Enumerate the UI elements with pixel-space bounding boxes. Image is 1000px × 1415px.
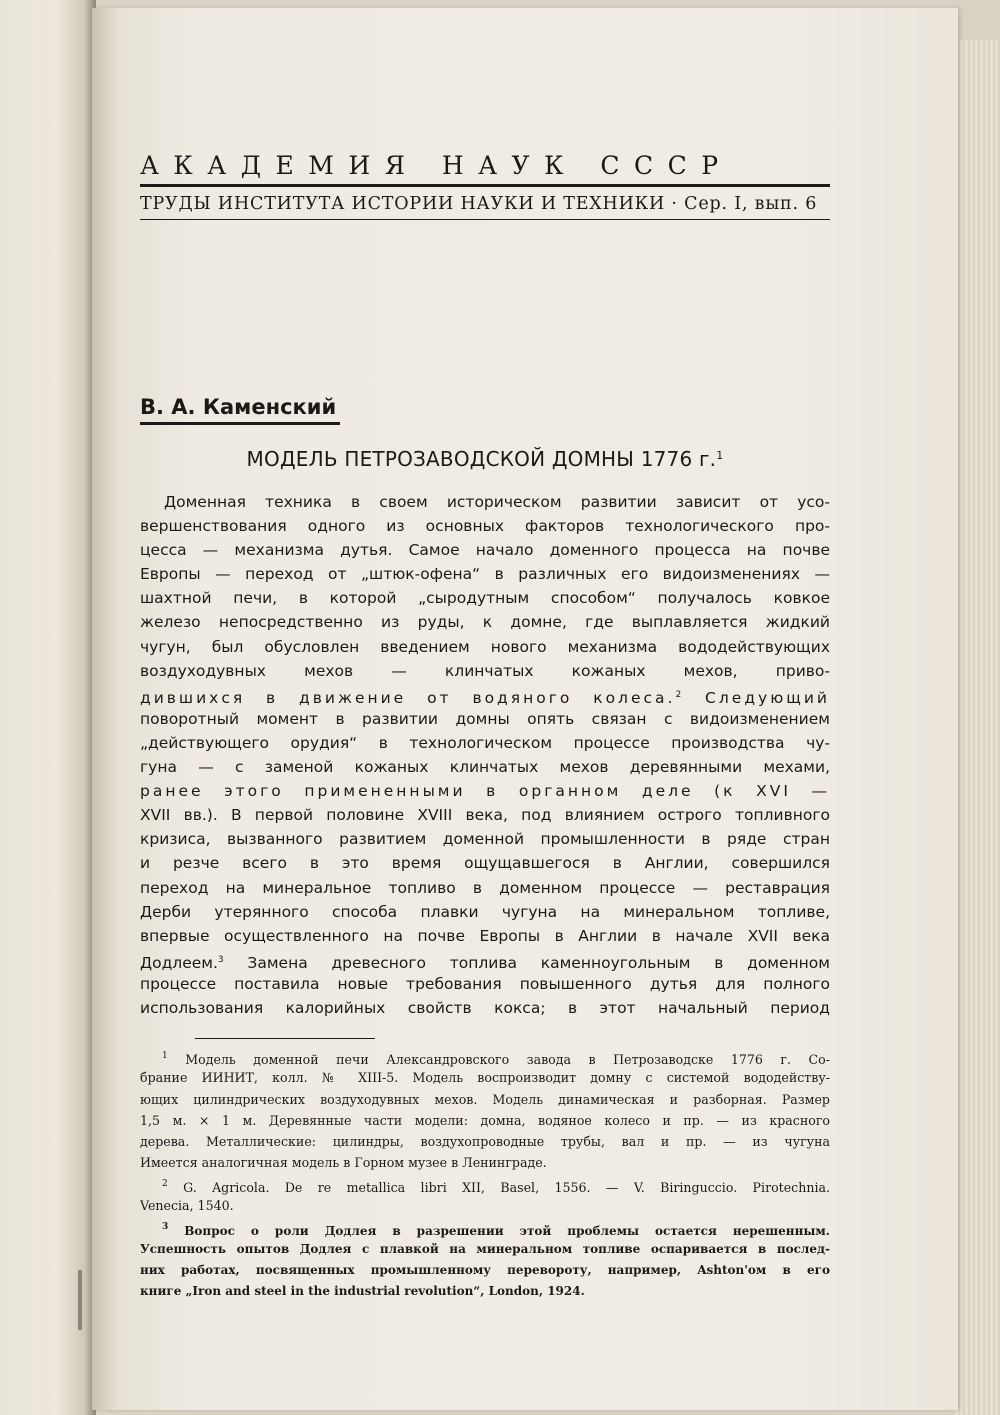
header-rule-thin <box>140 219 830 220</box>
page-edge-mark <box>78 1270 82 1330</box>
body-line: кризиса, вызванного развитием доменной промышленности в ряде стран <box>140 830 830 849</box>
footnote-line: Venecia, 1540. <box>140 1198 234 1214</box>
article-title-text: МОДЕЛЬ ПЕТРОЗАВОДСКОЙ ДОМНЫ 1776 г. <box>246 447 717 471</box>
page-content <box>140 150 830 1299</box>
body-line: XVII вв.). В первой половине XVIII века, под влиянием острого топливного <box>140 806 830 825</box>
body-line: вершенствования одного из основных факторов технологического про- <box>140 517 830 536</box>
body-line: чугун, был обусловлен введением нового механизма вододействующих <box>140 637 830 656</box>
footnote-marker-2: 2 <box>162 1178 168 1189</box>
body-line: воздуходувных мехов — клинчатых кожаных мехов, приво- <box>140 661 830 680</box>
footnote-line: брание ИИНИТ, колл. № XIII-5. Модель воспроизводит домну с системой вододейству- <box>140 1070 830 1086</box>
body-line: использования калорийных свойств кокса; в этот начальный период <box>140 998 830 1017</box>
left-page-edge <box>0 0 96 1415</box>
footnote-marker-3: 3 <box>162 1222 169 1233</box>
academy-heading: АКАДЕМИЯ НАУК СССР <box>140 151 733 180</box>
body-line: поворотный момент в развитии домны опять связан с видоизменением <box>140 709 830 728</box>
body-line: и резче всего в это время ощущавшегося в Англии, совершился <box>140 854 830 873</box>
body-line-text: Замена древесного топлива каменноугольным в доменном <box>247 953 830 972</box>
body-line: Дерби утерянного способа плавки чугуна на минеральном топливе, <box>140 902 830 921</box>
footnote-ref-2: 2 <box>675 689 685 700</box>
body-line: „действующего орудия“ в технологическом процессе производства чу- <box>140 733 830 752</box>
footnote-ref-3: 3 <box>217 954 224 965</box>
body-line: впервые осуществленного на почве Европы в Англии в начале XVII века <box>140 926 830 945</box>
footnote-line: дерева. Металлические: цилиндры, воздухопроводные трубы, вал и пр. — из чугуна <box>140 1134 830 1150</box>
body-line: гуна — с заменой кожаных клинчатых мехов деревянными мехами, <box>140 758 830 777</box>
article-author: В. А. Каменский <box>140 395 340 425</box>
body-line: железо непосредственно из руды, к домне, где выплавляется жидкий <box>140 613 830 632</box>
body-line <box>140 683 830 707</box>
body-line: цесса — механизма дутья. Самое начало доменного процесса на почве <box>140 541 830 560</box>
footnote-line: ющих цилиндрических воздуходувных мехов. Модель динамическая и разборная. Размер <box>140 1091 830 1107</box>
footnote-marker-1: 1 <box>162 1051 168 1061</box>
article-body <box>140 490 830 1020</box>
article-title <box>140 447 830 471</box>
body-line-text: дившихся в движение от водяного колеса. <box>140 688 676 707</box>
footnote-text: G. Agricola. De re metallica libri XII, Basel, 1556. — V. Biringuccio. Pirotechnia. <box>183 1179 830 1195</box>
body-line: Европы — переход от „штюк-офена“ в различных его видоизменениях — <box>140 565 830 584</box>
footnote-ref-1: 1 <box>716 449 724 462</box>
body-line: ранее этого примененными в органном деле (к XVI — <box>140 782 830 801</box>
body-line-text: Следующий <box>705 688 830 707</box>
footnote-line: Успешность опытов Додлея с плавкой на минеральном топливе оспаривается в послед- <box>140 1241 830 1256</box>
footnote-line <box>140 1046 830 1067</box>
series-heading: ТРУДЫ ИНСТИТУТА ИСТОРИИ НАУКИ И ТЕХНИКИ · Сер. I, вып. 6 <box>140 194 818 214</box>
footnote-line <box>140 1174 830 1195</box>
footnotes <box>140 1046 830 1303</box>
footnote-text: Модель доменной печи Александровского завода в Петрозаводске 1776 г. Со- <box>185 1052 830 1067</box>
body-line: переход на минеральное топливо в доменном процессе — реставрация <box>140 878 830 897</box>
body-line <box>140 948 830 972</box>
footnote-line: них работах, посвященных промышленному перевороту, например, Ashton'ом в его <box>140 1262 830 1277</box>
footnote-line: книге „Iron and steel in the industrial revolution“, London, 1924. <box>140 1284 585 1299</box>
footnote-line: Имеется аналогичная модель в Горном музее в Ленинграде. <box>140 1155 547 1171</box>
header-rule <box>140 184 830 187</box>
body-line: шахтной печи, в которой „сыродутным способом“ получалось ковкое <box>140 589 830 608</box>
body-line-text: Додлеем. <box>140 953 218 972</box>
body-line: Доменная техника в своем историческом развитии зависит от усо- <box>164 493 830 511</box>
body-line: процессе поставила новые требования повышенного дутья для полного <box>140 974 830 993</box>
footnote-text: Вопрос о роли Додлея в разрешении этой проблемы остается нерешенным. <box>184 1224 830 1239</box>
page-stack-edge <box>955 40 1000 1415</box>
footnote-rule <box>195 1038 375 1039</box>
footnote-line <box>140 1217 830 1238</box>
footnote-line: 1,5 м. × 1 м. Деревянные части модели: домна, водяное колесо и пр. — из красного <box>140 1112 830 1128</box>
